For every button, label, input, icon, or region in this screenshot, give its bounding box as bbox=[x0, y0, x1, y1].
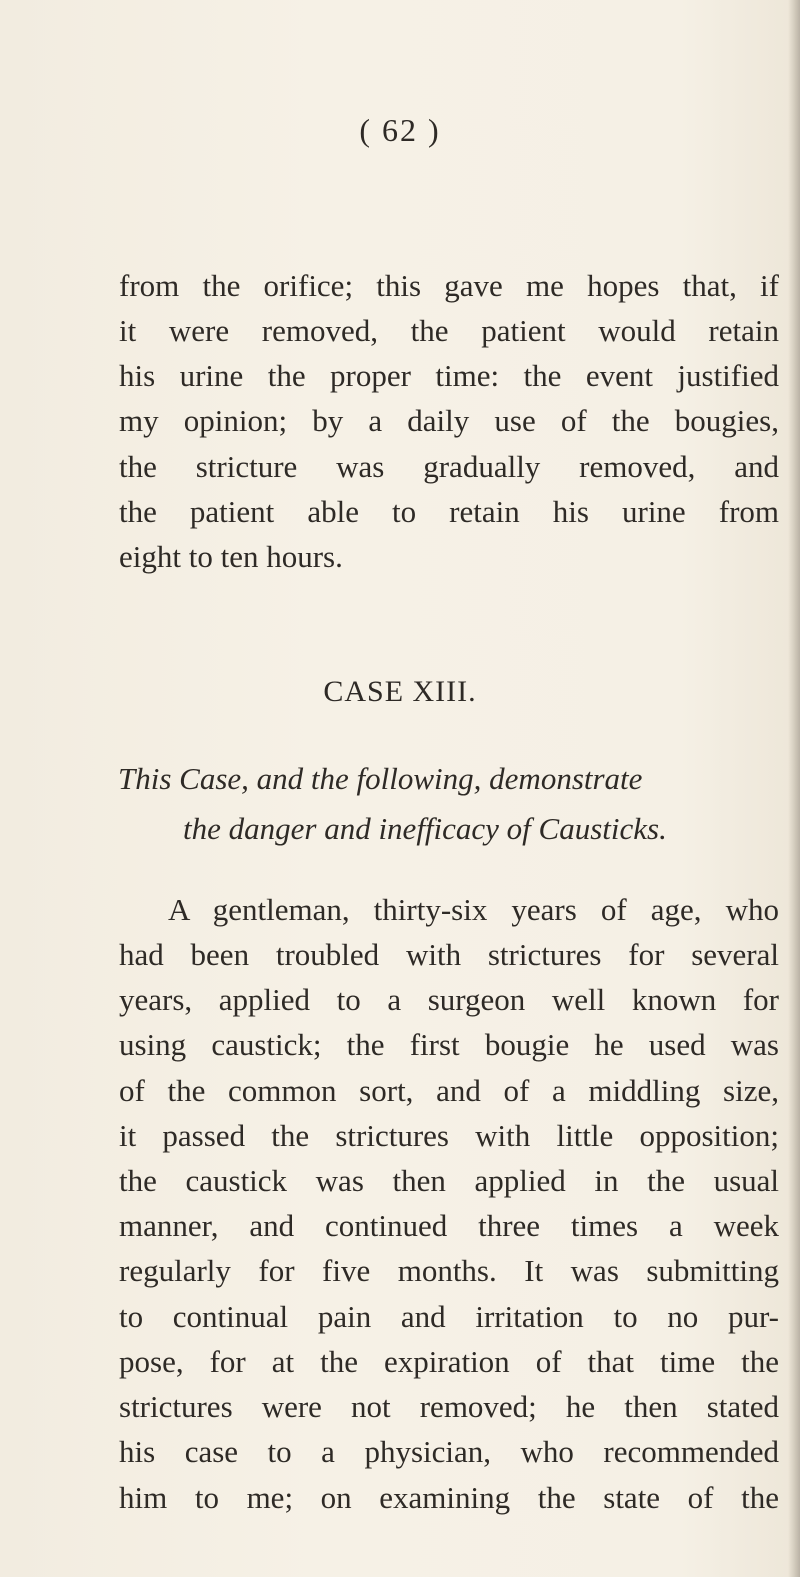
text-line: to continual pain and irritation to no pur- bbox=[119, 1299, 779, 1334]
text-line: it passed the strictures with little opposition; bbox=[119, 1118, 779, 1153]
page-number: ( 62 ) bbox=[359, 112, 441, 148]
text-line: of the common sort, and of a middling size, bbox=[119, 1073, 779, 1108]
text-line: his urine the proper time: the event justified bbox=[119, 358, 779, 393]
text-line: from the orifice; this gave me hopes that, if bbox=[119, 268, 779, 303]
text-line: him to me; on examining the state of the bbox=[119, 1480, 779, 1515]
text-line: pose, for at the expiration of that time the bbox=[119, 1344, 779, 1379]
text-line: it were removed, the patient would retain bbox=[119, 313, 779, 348]
case-heading: CASE XIII. bbox=[323, 675, 477, 708]
text-line: strictures were not removed; he then stated bbox=[119, 1389, 779, 1424]
subtitle-line: This Case, and the following, demonstrate bbox=[118, 761, 643, 796]
text-line: regularly for five months. It was submitting bbox=[119, 1253, 779, 1288]
text-line: his case to a physician, who recommended bbox=[119, 1434, 779, 1469]
text-line: my opinion; by a daily use of the bougies, bbox=[119, 403, 779, 438]
text-line: the stricture was gradually removed, and bbox=[119, 449, 779, 484]
text-line: eight to ten hours. bbox=[119, 539, 343, 574]
text-line: A gentleman, thirty-six years of age, who bbox=[168, 892, 779, 927]
text-line: the caustick was then applied in the usual bbox=[119, 1163, 779, 1198]
subtitle-line: the danger and inefficacy of Causticks. bbox=[183, 811, 667, 846]
text-line: years, applied to a surgeon well known for bbox=[119, 982, 779, 1017]
page-edge-shadow bbox=[788, 0, 800, 1577]
text-line: the patient able to retain his urine from bbox=[119, 494, 779, 529]
text-line: manner, and continued three times a week bbox=[119, 1208, 779, 1243]
text-line: had been troubled with strictures for several bbox=[119, 937, 779, 972]
text-line: using caustick; the first bougie he used was bbox=[119, 1027, 779, 1062]
